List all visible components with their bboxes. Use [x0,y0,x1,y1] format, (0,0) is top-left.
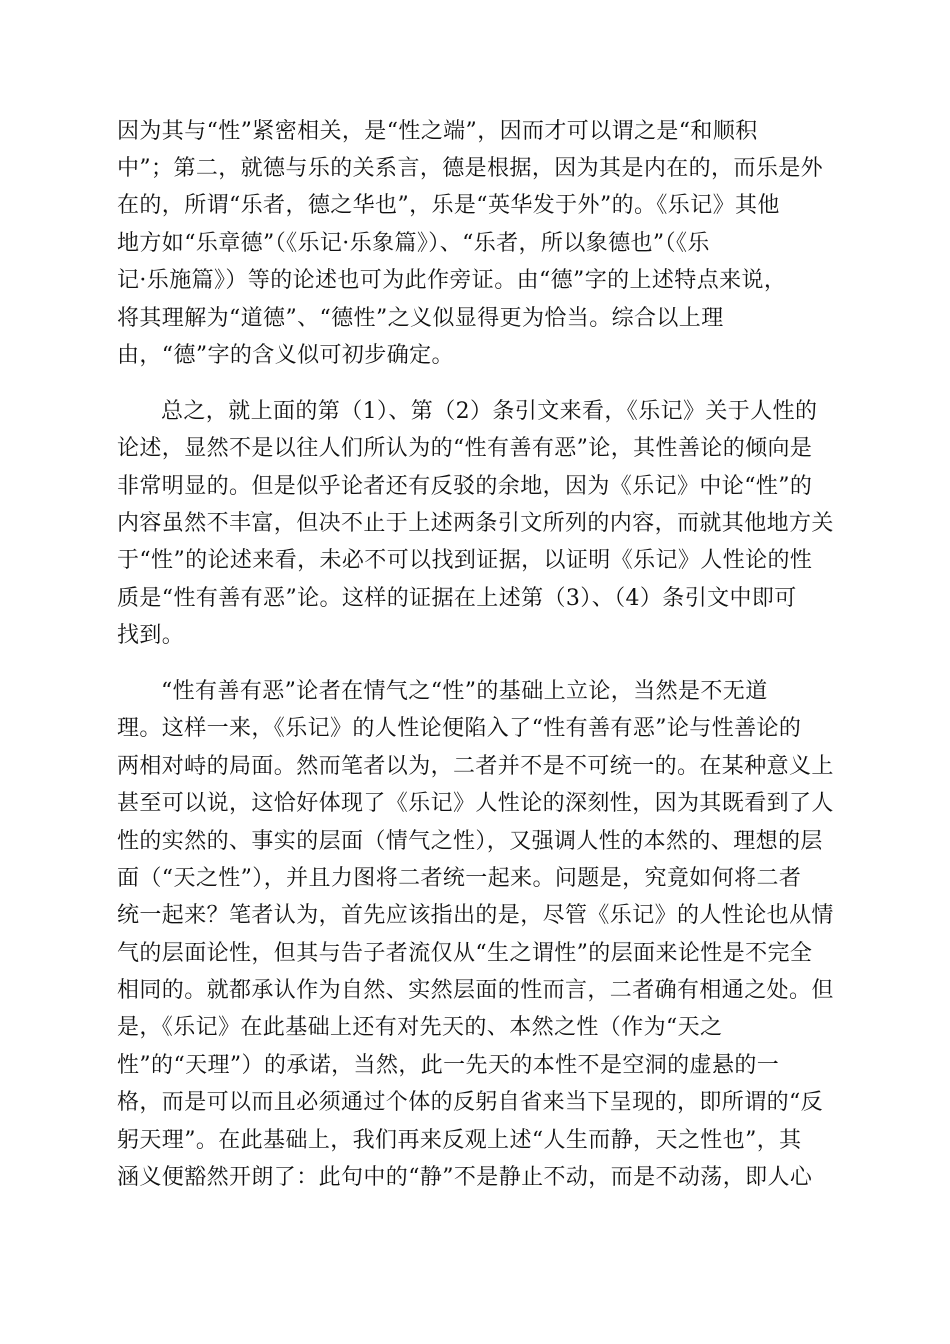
text-line: 统一起来？笔者认为，首先应该指出的是，尽管《乐记》的人性论也从情 [117,903,834,928]
text-line: 涵义便豁然开朗了：此句中的“静”不是静止不动，而是不动荡，即人心 [117,1165,813,1190]
text-line: 质是“性有善有恶”论。这样的证据在上述第（3）、（4）条引文中即可 [117,586,797,611]
text-line: 性的实然的、事实的层面（情气之性），又强调人性的本然的、理想的层 [117,829,823,854]
paragraph-first-line: 总之，就上面的第（1）、第（2）条引文来看，《乐记》关于人性的 [161,399,818,424]
text-line: 非常明显的。但是似乎论者还有反驳的余地，因为《乐记》中论“性”的 [117,474,813,499]
text-line: 甚至可以说，这恰好体现了《乐记》人性论的深刻性，因为其既看到了人 [117,791,834,816]
text-line: 相同的。就都承认作为自然、实然层面的性而言，二者确有相通之处。但 [117,978,834,1003]
text-line: 是，《乐记》在此基础上还有对先天的、本然之性（作为“天之 [117,1015,723,1040]
text-line: 于“性”的论述来看，未必不可以找到证据，以证明《乐记》人性论的性 [117,548,813,573]
text-line: 气的层面论性，但其与告子者流仅从“生之谓性”的层面来论性是不完全 [117,941,813,966]
text-line: 躬天理”。在此基础上，我们再来反观上述“人生而静，天之性也”，其 [117,1128,802,1153]
text-line: 因为其与“性”紧密相关，是“性之端”，因而才可以谓之是“和顺积 [117,119,758,144]
text-line: 格，而是可以而且必须通过个体的反躬自省来当下呈现的，即所谓的“反 [117,1090,824,1115]
text-line: 地方如“乐章德”（《乐记·乐象篇》）、“乐者，所以象德也”（《乐 [117,231,710,256]
text-line: 找到。 [117,623,185,648]
text-line: 两相对峙的局面。然而笔者以为，二者并不是不可统一的。在某种意义上 [117,754,834,779]
text-line: 面（“天之性”），并且力图将二者统一起来。问题是，究竟如何将二者 [117,866,802,891]
text-line: 将其理解为“道德”、“德性”之义似显得更为恰当。综合以上理 [117,306,724,331]
text-line: 由，“德”字的含义似可初步确定。 [117,343,454,368]
text-line: 性”的“天理”）的承诺，当然，此一先天的本性不是空洞的虚悬的一 [117,1053,780,1078]
text-line: 记·乐施篇》）等的论述也可为此作旁证。由“德”字的上述特点来说， [117,268,787,293]
text-line: 理。这样一来，《乐记》的人性论便陷入了“性有善有恶”论与性善论的 [117,716,802,741]
text-line: 内容虽然不丰富，但决不止于上述两条引文所列的内容，而就其他地方关 [117,511,834,536]
text-line: 论述，显然不是以往人们所认为的“性有善有恶”论，其性善论的倾向是 [117,436,813,461]
paragraph-first-line: “性有善有恶”论者在情气之“性”的基础上立论，当然是不无道 [161,679,768,704]
text-line: 在的，所谓“乐者，德之华也”，乐是“英华发于外”的。《乐记》其他 [117,193,780,218]
text-line: 中”；第二，就德与乐的关系言，德是根据，因为其是内在的，而乐是外 [117,156,824,181]
